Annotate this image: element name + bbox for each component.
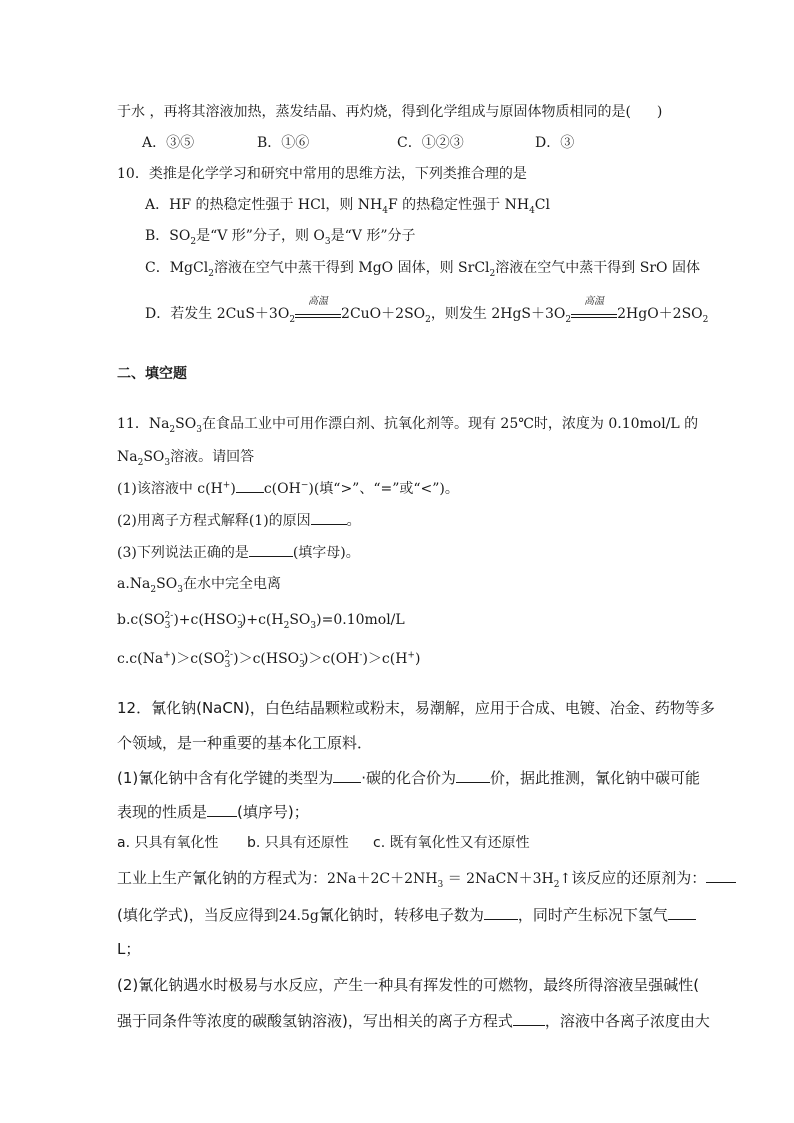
q9-option-c: C．①②③ [397, 135, 464, 151]
q12-part1-line1: (1)氰化钠中含有化学键的类型为 ·碳的化合价为 价，据此推测，氰化钠中碳可能 [117, 769, 701, 787]
answer-blank[interactable] [249, 542, 293, 557]
q12-stem-line2: 个领域，是一种重要的基本化工原料． [117, 734, 373, 752]
answer-blank[interactable] [207, 802, 237, 817]
q9-paren-close: ) [656, 104, 663, 120]
answer-blank[interactable] [311, 510, 347, 525]
answer-blank[interactable] [456, 768, 490, 783]
answer-blank[interactable] [513, 1011, 545, 1026]
q11-stem-line2: $Na_2SO_3$溶液。请回答 [117, 449, 255, 468]
q11-part3: (3)下列说法正确的是 (填字母)。 [117, 542, 360, 563]
q11-option-b: $b.c(SO_3^{2-})+c(HSO_3^-)+c(H_2SO_3)=0.10mol/L$ [117, 611, 405, 631]
q12-equation-line: 工业上生产氰化钠的方程式为：$2Na+2C+2NH_3$ ＝ $2NaCN+3H_2↑$该反应的还原剂为： [117, 868, 736, 889]
q12-part2-line1: (2)氰化钠遇水时极易与水反应，产生一种具有挥发性的可燃物，最终所得溶液呈强碱性( [117, 976, 700, 994]
q12-part2-line2: 强于同条件等浓度的碳酸氢钠溶液)，写出相关的离子方程式 ，溶液中各离子浓度由大 [117, 1012, 710, 1030]
q12-part1-line4: (填化学式)，当反应得到24.5g氰化钠时，转移电子数为 ，同时产生标况下氢气 [117, 905, 696, 926]
q11-stem-line1: 11．$Na_2SO_3$在食品工业中可用作漂白剂、抗氧化剂等。现有 25℃时，浓度为 0.10mol/L 的 [117, 416, 699, 435]
q9-option-a: A．③⑤ [142, 135, 195, 151]
answer-blank[interactable] [333, 768, 361, 783]
answer-blank[interactable] [236, 478, 264, 493]
q11-part1: (1)该溶液中 c(H+) c(OH−)(填“>”、“=”或“<”)。 [117, 478, 459, 499]
q11-option-c: $c.c(Na^+)>c(SO_3^{2-})>c(HSO_3^-)>c(OH^-)>c(H^+)$ [117, 650, 421, 670]
q12-option-c: c. 既有氧化性又有还原性 [373, 835, 530, 851]
q10-option-d: D．若发生 $2CuS+3O_2$ 高温 $2CuO+2SO_2$，则发生 $2HgS+3O_2$ 高温 $2HgO+2SO_2$ [145, 296, 709, 325]
q10-stem: 10．类推是化学学习和研究中常用的思维方法，下列类推合理的是 [117, 166, 527, 182]
answer-blank[interactable] [706, 868, 736, 883]
high-temp-eq-sign-1: 高温 [295, 305, 341, 318]
q9-option-b: B．①⑥ [257, 135, 310, 151]
q10-option-c: C．MgCl$_2$溶液在空气中蒸干得到 MgO 固体，则 SrCl$_2$溶液在空气中蒸干得到 SrO 固体 [145, 260, 700, 279]
q12-part1-line5: L； [117, 940, 141, 958]
q11-option-a: $a.Na_2SO_3$在水中完全电离 [117, 576, 281, 595]
q12-part1-line2: 表现的性质是 (填序号)； [117, 803, 309, 821]
q11-part2: (2)用离子方程式解释(1)的原因 。 [117, 510, 361, 531]
high-temp-eq-sign-2: 高温 [571, 305, 617, 318]
answer-blank[interactable] [668, 905, 696, 920]
q9-stem-text: 于水 ，再将其溶液加热，蒸发结晶、再灼烧，得到化学组成与原固体物质相同的是( [117, 104, 631, 120]
section-title: 二、填空题 [117, 366, 187, 382]
q12-stem-line1: 12．氰化钠(NaCN)，白色结晶颗粒或粉末，易潮解，应用于合成、电镀、冶金、药物等多 [117, 699, 715, 717]
q12-option-b: b. 只具有还原性 [247, 835, 349, 851]
q10-option-a: A．HF 的热稳定性强于 HCl，则 $NH_4F$ 的热稳定性强于 $NH_4Cl$ [145, 197, 550, 216]
q9-stem-line [117, 102, 662, 122]
q10-option-b: B．$SO_2$是“V 形”分子，则 $O_3$是“V 形”分子 [145, 228, 416, 247]
q12-option-a: a. 只具有氧化性 [117, 835, 219, 851]
answer-blank[interactable] [484, 905, 518, 920]
q9-option-d: D．③ [535, 135, 575, 151]
